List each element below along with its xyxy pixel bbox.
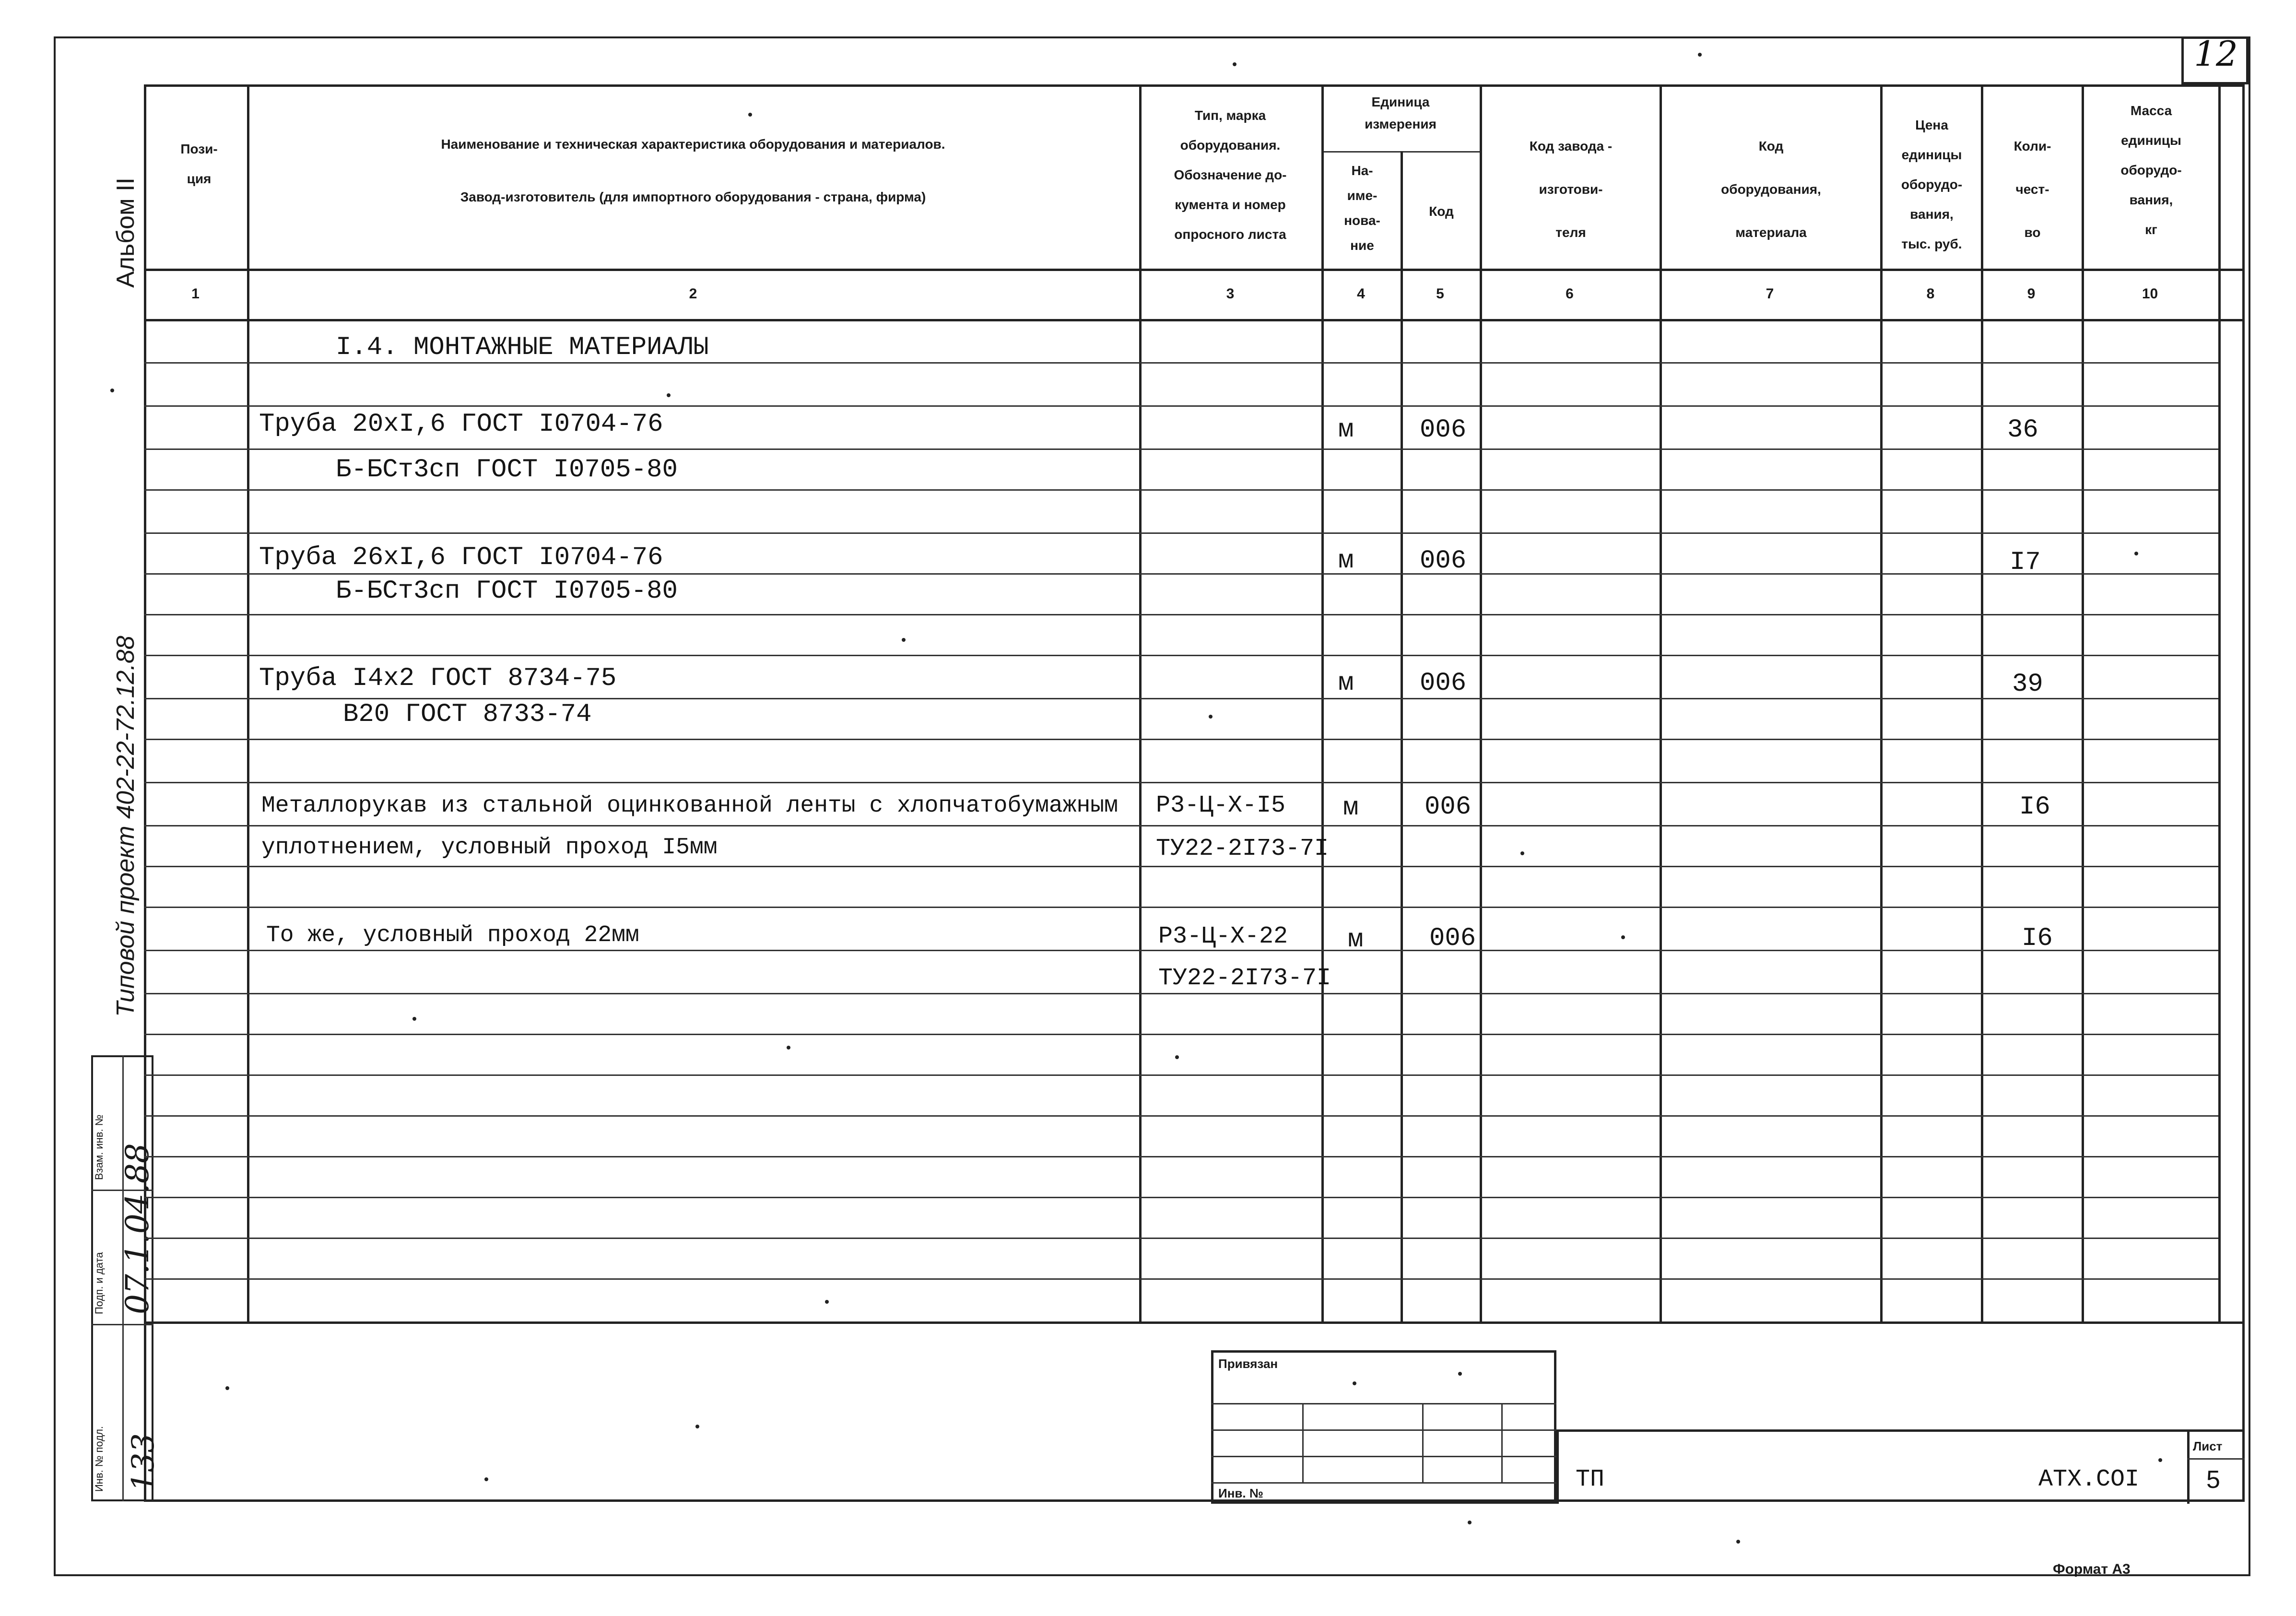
row-5-code: 006 [1420, 546, 1467, 576]
col-number-7: 7 [1766, 286, 1774, 302]
header-type: Тип, марка оборудования. Обозначение до- кумента и номер опросного листа [1174, 108, 1287, 242]
row-6-name: Б-БСт3сп ГОСТ I0705-80 [336, 577, 678, 606]
header-unit-code: Код [1429, 204, 1454, 219]
stamp-label-2: Подп. и дата [93, 1252, 105, 1314]
col-number-9: 9 [2027, 286, 2036, 302]
row-8-name: Труба I4х2 ГОСТ 8734-75 [259, 664, 617, 693]
row-11-type: Р3-Ц-Х-I5 [1156, 792, 1286, 819]
stamp-label-1: Инв. № подл. [93, 1426, 105, 1492]
col-number-2: 2 [689, 286, 697, 302]
col-number-6: 6 [1566, 286, 1574, 302]
row-14-type: Р3-Ц-Х-22 [1158, 923, 1288, 950]
stamp-date: 07.1.04.88 [119, 1143, 156, 1314]
header-name-line2: Завод-изготовитель (для импортного оборудования - страна, фирма) [460, 189, 926, 204]
header-name-line1: Наименование и техническая характеристика оборудования и материалов. [441, 137, 945, 152]
row-9-name: В20 ГОСТ 8733-74 [343, 700, 592, 729]
header-unit-name: На- име- нова- ние [1344, 163, 1380, 253]
row-5-name: Труба 26хI,6 ГОСТ I0704-76 [259, 543, 663, 572]
header-quantity: Коли- чест- во [2013, 139, 2051, 240]
row-11-unit: м [1343, 793, 1359, 823]
album-label: Альбом II [112, 177, 140, 288]
row-8-code: 006 [1420, 669, 1467, 698]
row-11-code: 006 [1425, 792, 1472, 822]
privyazan-box [1211, 1350, 1556, 1504]
stamp-label-3: Взам. инв. № [93, 1114, 105, 1180]
col-number-10: 10 [2142, 286, 2158, 302]
row-14-qty: I6 [2022, 924, 2053, 953]
row-5-qty: I7 [2010, 548, 2041, 577]
title-doc-code: АТХ.СОI [2038, 1466, 2140, 1493]
row-12-name: уплотнением, условный проход I5мм [261, 835, 718, 861]
header-equipment-code: Код оборудования, материала [1721, 139, 1821, 240]
row-5-unit: м [1338, 546, 1354, 576]
section-title: I.4. МОНТАЖНЫЕ МАТЕРИАЛЫ [336, 333, 709, 362]
header-unit-group: Единица измерения [1365, 94, 1436, 131]
col-number-3: 3 [1226, 286, 1235, 302]
row-11-qty: I6 [2019, 792, 2050, 822]
row-11-name: Металлорукав из стальной оцинкованной ленты с хлопчатобумажным [261, 793, 1118, 819]
row-12-type: ТУ22-2I73-7I [1156, 835, 1329, 862]
col-number-8: 8 [1926, 286, 1935, 302]
row-14-name: То же, условный проход 22мм [266, 922, 639, 948]
stamp-inv-no: 133 [126, 1433, 161, 1492]
project-label: Типовой проект 402-22-72.12.88 [112, 636, 140, 1017]
header-factory-code: Код завода - изготови- теля [1529, 139, 1613, 240]
row-3-name: Б-БСт3сп ГОСТ I0705-80 [336, 455, 678, 484]
sheet-corner-number: 12 [2194, 34, 2238, 74]
row-8-unit: м [1338, 669, 1354, 698]
title-inv-no-label: Инв. № [1218, 1486, 1263, 1500]
header-mass: Масса единицы оборудо- вания, кг [2120, 103, 2182, 237]
col-divider-4 [1401, 151, 1403, 1321]
title-tp: ТП [1576, 1466, 1605, 1493]
col-divider-10 [2218, 84, 2221, 1322]
sheet-label: Лист [2193, 1439, 2223, 1453]
row-8-qty: 39 [2012, 670, 2043, 699]
format-note: Формат А3 [2053, 1561, 2131, 1577]
row-2-qty: 36 [2007, 415, 2038, 445]
header-price: Цена единицы оборудо- вания, тыс. руб. [1901, 118, 1963, 251]
col-number-1: 1 [191, 286, 200, 302]
sheet-number: 5 [2206, 1466, 2220, 1494]
col-number-5: 5 [1436, 286, 1444, 302]
col-number-4: 4 [1357, 286, 1365, 302]
row-15-type: ТУ22-2I73-7I [1158, 965, 1331, 992]
header-position: Пози- ция [180, 142, 218, 186]
row-14-code: 006 [1429, 924, 1476, 953]
row-14-unit: м [1348, 925, 1364, 955]
row-2-name: Труба 20хI,6 ГОСТ I0704-76 [259, 410, 663, 439]
row-2-code: 006 [1420, 415, 1467, 445]
privyazan-label: Привязан [1218, 1356, 1278, 1371]
row-2-unit: м [1338, 415, 1354, 445]
